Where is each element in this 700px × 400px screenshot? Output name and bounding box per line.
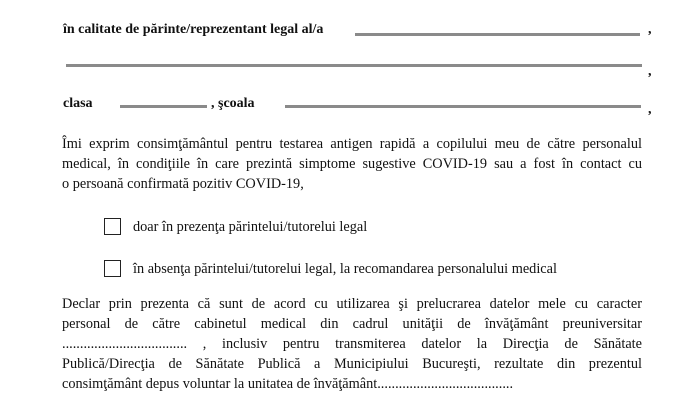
declaration-line-3: ................................... , inclusiv pentru transmiterea datelor la Direcţia de Sănătate	[62, 336, 642, 352]
class-label: clasa	[63, 96, 93, 111]
school-line[interactable]	[285, 105, 641, 108]
class-line[interactable]	[120, 105, 207, 108]
absence-checkbox[interactable]	[104, 260, 121, 277]
presence-option-label: doar în prezenţa părintelui/tutorelui legal	[133, 219, 368, 235]
consent-line-3: o persoană confirmată pozitiv COVID-19,	[62, 176, 304, 192]
presence-checkbox[interactable]	[104, 218, 121, 235]
parent-comma: ,	[648, 22, 652, 37]
parent-name-line[interactable]	[355, 33, 640, 36]
continuation-line[interactable]	[66, 64, 642, 67]
declaration-line-2: personal de către cabinetul medical din cadrul unităţii de învăţământ preuniversitar	[62, 316, 642, 332]
continuation-comma: ,	[648, 64, 652, 79]
declaration-line-1: Declar prin prezenta că sunt de acord cu utilizarea şi prelucrarea datelor mele cu caracter	[62, 296, 642, 312]
consent-line-2: medical, în condiţiile în care prezintă simptome sugestive COVID-19 sau a fost în contact cu	[62, 156, 642, 172]
school-label: , şcoala	[211, 96, 255, 111]
declaration-line-5: consimţământ depus voluntar la unitatea de învăţământ......................................	[62, 376, 514, 392]
declaration-line-4: Publică/Direcţia de Sănătate Publică a Municipiului Bucureşti, rezultate din prezentul	[62, 356, 642, 372]
school-comma: ,	[648, 102, 652, 117]
consent-line-1: Îmi exprim consimţământul pentru testarea antigen rapidă a copilului meu de către personalul	[62, 136, 642, 152]
absence-option-label: în absenţa părintelui/tutorelui legal, la recomandarea personalului medical	[133, 261, 557, 277]
parent-label: în calitate de părinte/reprezentant legal al/a	[63, 22, 324, 37]
